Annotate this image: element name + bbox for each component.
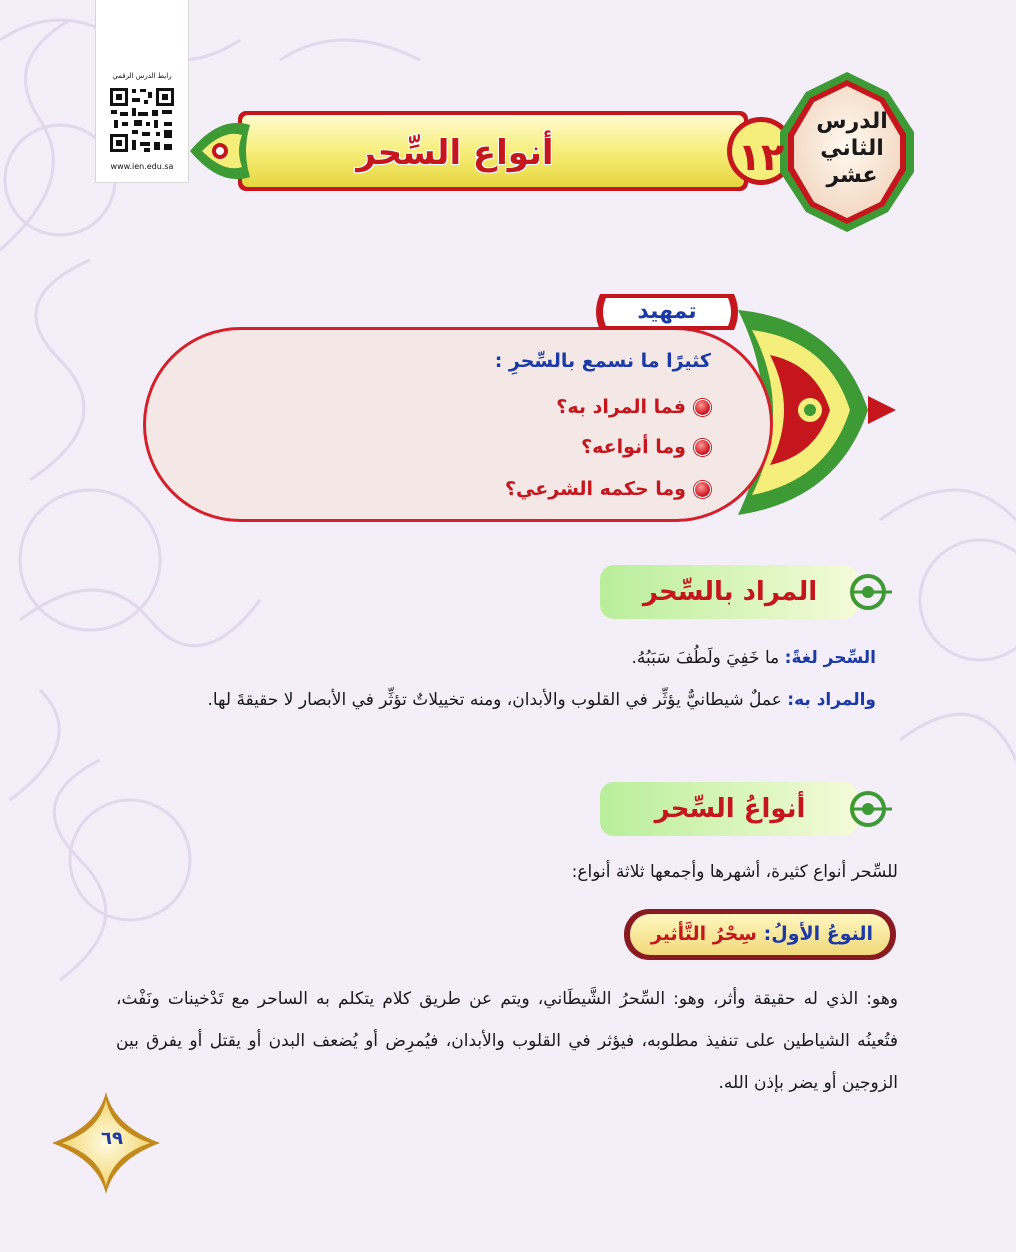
bullet-icon xyxy=(694,481,711,498)
definition-language xyxy=(632,648,876,668)
qr-code-icon[interactable] xyxy=(108,86,176,154)
definition-meaning-term: والمراد به: xyxy=(787,690,876,710)
intro-tag-label: تمهيد xyxy=(637,299,697,324)
badge-line-1: الدرس xyxy=(816,109,888,134)
type1-tag xyxy=(632,907,892,962)
intro-item-text: فما المراد به؟ xyxy=(556,396,686,418)
badge-line-2: الثاني xyxy=(820,136,884,161)
page-number: ٦٩ xyxy=(101,1128,123,1149)
definition-meaning xyxy=(207,690,876,710)
type1-name: سِحْرُ التَّأثير xyxy=(650,923,757,945)
intro-item xyxy=(556,396,711,418)
intro-item xyxy=(505,478,711,500)
section1-title: المراد بالسِّحر xyxy=(642,577,818,607)
badge-line-3: عشر xyxy=(826,163,878,188)
qr-caption: رابط الدرس الرقمي xyxy=(112,72,172,80)
section2-title: أنواعُ السِّحر xyxy=(654,794,806,824)
definition-language-text: ما خَفِيَ ولَطُفَ سَبَبُهُ. xyxy=(631,648,780,668)
types-intro: للسِّحر أنواع كثيرة، أشهرها وأجمعها ثلاثة أنواع: xyxy=(571,862,898,882)
bullet-icon xyxy=(694,439,711,456)
bullet-icon xyxy=(694,399,711,416)
definition-meaning-text: عملٌ شيطانيٌّ يؤثِّر في القلوب والأبدان، ومنه تخييلاتٌ تؤثِّر في الأبصار لا حقيقةَ لها. xyxy=(207,690,782,710)
intro-item-text: وما أنواعه؟ xyxy=(581,436,686,458)
lesson-number: ١٢ xyxy=(737,135,785,179)
type1-body: وهو: الذي له حقيقة وأثر، وهو: السِّحرُ الشَّيطَاني، ويتم عن طريق كلام يتكلم به الساحر مع تَدْخينات ونَفْث، فتُعينُه الشياطين على تنفيذ مطلوبه، فيؤثر في القلوب والأبدان، فيُمرِض أو يُضعف البدن أو يقتل أو يفرق بين الزوجين أو يضر بإذن الله. xyxy=(116,989,898,1093)
definition-language-term: السِّحر لغةً: xyxy=(784,648,876,668)
qr-url[interactable]: www.ien.edu.sa xyxy=(110,162,174,171)
type1-label: النوعُ الأولُ: xyxy=(763,923,874,945)
intro-item-text: وما حكمه الشرعي؟ xyxy=(505,478,686,500)
lesson-title: أنواع السِّحر xyxy=(356,133,554,173)
qr-code-panel[interactable] xyxy=(95,0,189,183)
intro-item xyxy=(581,436,711,458)
lesson-badge-text xyxy=(798,108,906,189)
intro-question: كثيرًا ما نسمع بالسِّحرِ : xyxy=(494,350,711,372)
